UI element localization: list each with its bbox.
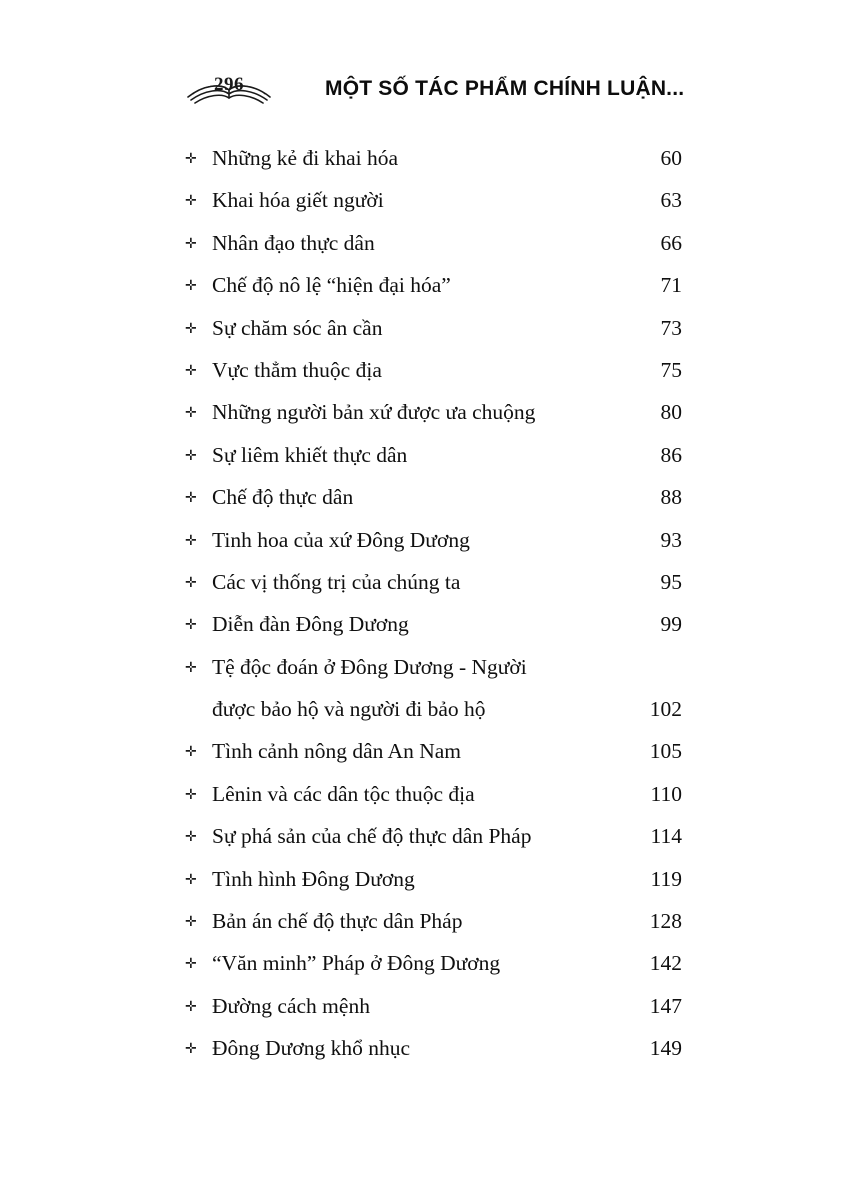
entry-title: được bảo hộ và người đi bảo hộ xyxy=(212,697,486,722)
toc-entry-line xyxy=(185,951,682,993)
entry-title: Tình cảnh nông dân An Nam xyxy=(212,739,461,764)
toc-entry-line xyxy=(185,273,682,315)
entry-page-number: 147 xyxy=(649,993,682,1018)
cross-bullet-icon: ✛ xyxy=(185,914,197,931)
entry-page-number: 73 xyxy=(660,315,682,340)
cross-bullet-icon: ✛ xyxy=(185,405,197,422)
page-header xyxy=(185,66,721,112)
cross-bullet-icon: ✛ xyxy=(185,193,197,210)
cross-bullet-icon: ✛ xyxy=(185,617,197,634)
toc-entry-line xyxy=(185,358,682,400)
toc-entry-line xyxy=(185,994,682,1036)
cross-bullet-icon: ✛ xyxy=(185,956,197,973)
cross-bullet-icon: ✛ xyxy=(185,1041,197,1058)
entry-title: “Văn minh” Pháp ở Đông Dương xyxy=(212,951,501,976)
cross-bullet-icon: ✛ xyxy=(185,235,197,252)
entry-title: Các vị thống trị của chúng ta xyxy=(212,569,461,594)
entry-page-number: 86 xyxy=(660,442,682,467)
header-page-number: 296 xyxy=(214,74,244,95)
toc-entry-line xyxy=(185,400,682,442)
toc-entry-line xyxy=(185,909,682,951)
cross-bullet-icon: ✛ xyxy=(185,574,197,591)
entry-title: Những kẻ đi khai hóa xyxy=(212,146,399,170)
cross-bullet-icon: ✛ xyxy=(185,998,197,1015)
entry-page-number: 102 xyxy=(649,697,682,722)
toc-entry-line xyxy=(185,655,682,697)
entry-title: Lênin và các dân tộc thuộc địa xyxy=(212,781,475,806)
entry-title: Vực thẳm thuộc địa xyxy=(212,357,382,382)
entry-title: Khai hóa giết người xyxy=(212,188,384,213)
entry-title: Đường cách mệnh xyxy=(212,993,370,1018)
entry-page-number: 128 xyxy=(649,909,682,934)
entry-page-number: 119 xyxy=(650,866,682,891)
entry-page-number: 93 xyxy=(660,527,682,552)
entry-page-number: 110 xyxy=(650,781,682,806)
entry-page-number: 75 xyxy=(660,357,682,382)
cross-bullet-icon: ✛ xyxy=(185,532,197,549)
entry-page-number: 105 xyxy=(649,739,682,764)
entry-page-number: 71 xyxy=(660,273,682,298)
toc-entry-line xyxy=(185,697,682,739)
toc-entry-line xyxy=(185,782,682,824)
entry-title: Sự chăm sóc ân cần xyxy=(212,315,383,340)
toc-entry-line xyxy=(185,146,682,188)
entry-title: Những người bản xứ được ưa chuộng xyxy=(212,400,536,425)
entry-page-number: 142 xyxy=(649,951,682,976)
entry-title: Chế độ nô lệ “hiện đại hóa” xyxy=(212,273,451,298)
cross-bullet-icon: ✛ xyxy=(185,320,197,337)
cross-bullet-icon: ✛ xyxy=(185,490,197,507)
toc-entry-line xyxy=(185,739,682,781)
entry-page-number: 149 xyxy=(649,1036,682,1061)
toc-entry-line xyxy=(185,528,682,570)
cross-bullet-icon: ✛ xyxy=(185,829,197,846)
entry-page-number: 80 xyxy=(660,400,682,425)
entry-title: Sự phá sản của chế độ thực dân Pháp xyxy=(212,824,532,849)
cross-bullet-icon: ✛ xyxy=(185,659,197,676)
entry-page-number: 95 xyxy=(660,569,682,594)
entry-title: Sự liêm khiết thực dân xyxy=(212,442,408,467)
entry-page-number: 99 xyxy=(660,612,682,637)
entry-page-number: 66 xyxy=(660,230,682,255)
cross-bullet-icon: ✛ xyxy=(185,447,197,464)
toc-entry-line xyxy=(185,316,682,358)
entry-page-number: 63 xyxy=(660,188,682,213)
toc-entry-line xyxy=(185,231,682,273)
cross-bullet-icon: ✛ xyxy=(185,786,197,803)
entry-title: Bản án chế độ thực dân Pháp xyxy=(212,909,463,934)
entry-title: Diễn đàn Đông Dương xyxy=(212,612,409,637)
toc-entry-line xyxy=(185,570,682,612)
cross-bullet-icon: ✛ xyxy=(185,744,197,761)
toc-entry-line xyxy=(185,612,682,654)
cross-bullet-icon: ✛ xyxy=(185,871,197,888)
entry-page-number: 88 xyxy=(660,485,682,510)
cross-bullet-icon: ✛ xyxy=(185,278,197,295)
entry-title: Đông Dương khổ nhục xyxy=(212,1036,410,1061)
entry-title: Tình hình Đông Dương xyxy=(212,866,415,891)
entry-title: Tinh hoa của xứ Đông Dương xyxy=(212,527,470,552)
running-head-title: MỘT SỐ TÁC PHẨM CHÍNH LUẬN... xyxy=(325,77,685,100)
toc-entry-line xyxy=(185,188,682,230)
book-icon xyxy=(185,67,273,111)
toc-entry-line xyxy=(185,443,682,485)
toc-entry-line xyxy=(185,485,682,527)
entry-title: Nhân đạo thực dân xyxy=(212,230,375,255)
toc-entry-line xyxy=(185,867,682,909)
entry-page-number: 60 xyxy=(660,146,682,170)
entry-page-number: 114 xyxy=(650,824,682,849)
entry-title: Tệ độc đoán ở Đông Dương - Người xyxy=(212,654,527,679)
entry-title: Chế độ thực dân xyxy=(212,485,354,510)
cross-bullet-icon: ✛ xyxy=(185,151,197,167)
toc-entry-line xyxy=(185,824,682,866)
toc-entry-line xyxy=(185,1036,682,1078)
cross-bullet-icon: ✛ xyxy=(185,362,197,379)
table-of-contents xyxy=(185,146,682,1079)
